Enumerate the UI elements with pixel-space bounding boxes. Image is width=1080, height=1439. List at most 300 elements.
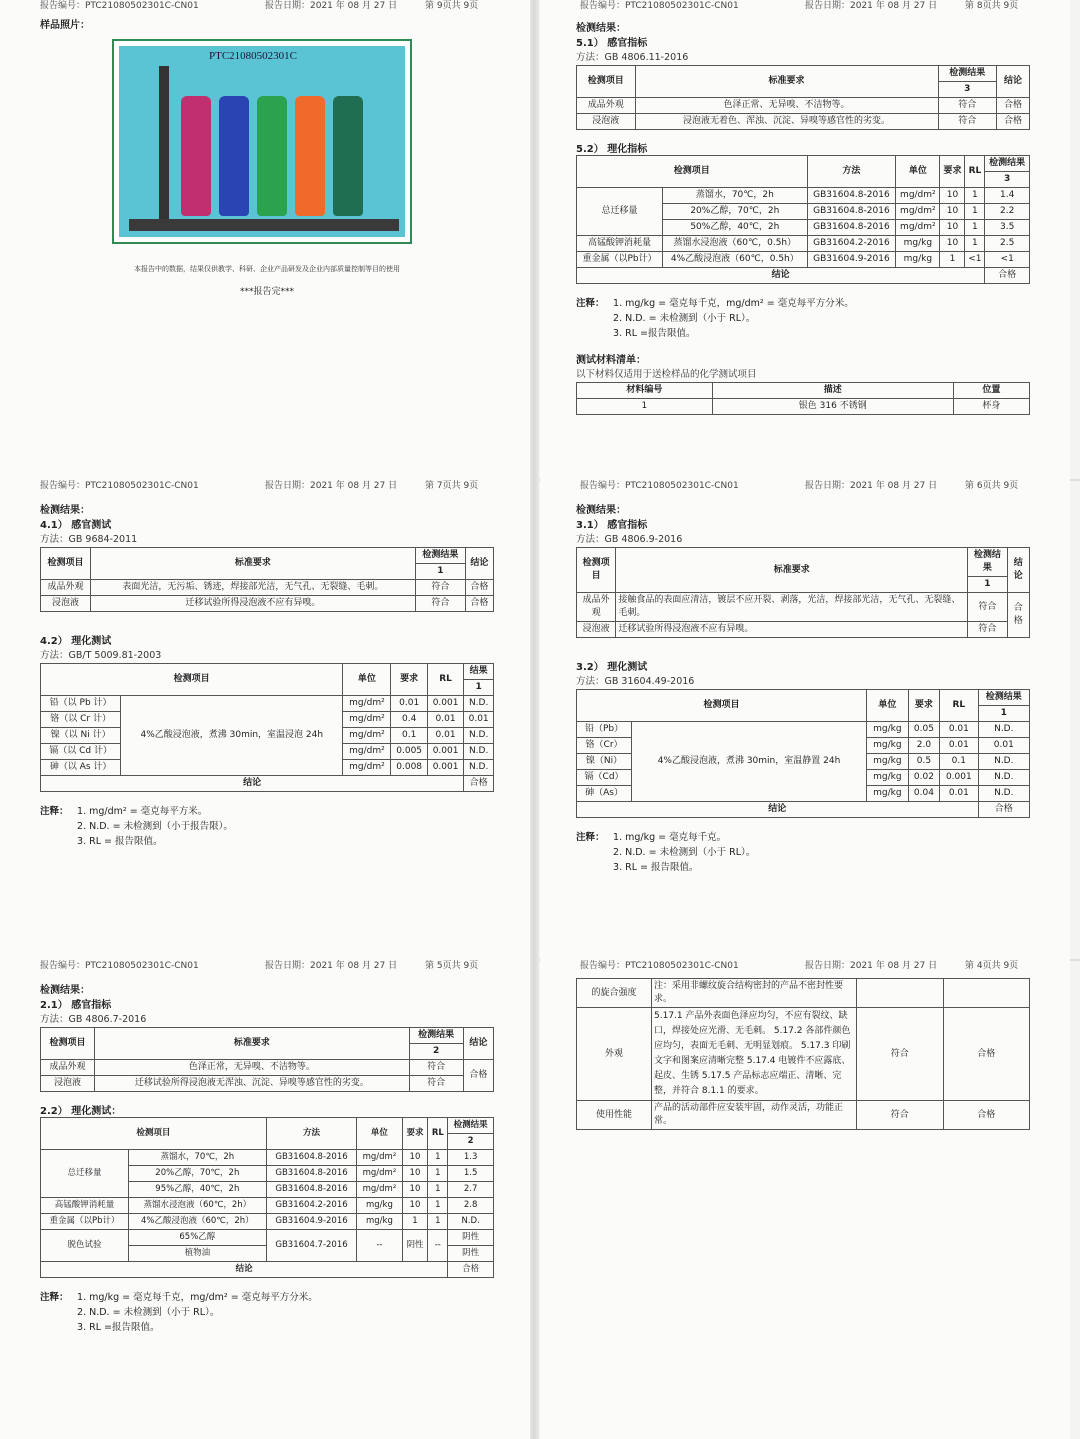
table-cell: 1: [428, 1150, 448, 1166]
table-cell: 符合: [409, 1060, 463, 1076]
sensory-table: [576, 547, 1030, 638]
subsection-title: 5.2） 理化指标: [576, 144, 648, 155]
table-cell: GB31604.8-2016: [266, 1166, 357, 1182]
subsection-title: 4.2） 理化测试: [40, 636, 112, 647]
table-cell: 铅（Pb）: [577, 722, 632, 738]
ruler-vertical: [159, 66, 169, 226]
col-header: 3: [985, 172, 1030, 188]
table-cell: 总迁移量: [41, 1150, 129, 1198]
table-cell: 0.005: [391, 744, 427, 760]
report-page-9: [0, 0, 530, 480]
table-cell: 合格: [464, 776, 494, 792]
table-cell: GB31604.9-2016: [807, 252, 896, 268]
table-cell: 合格: [463, 1060, 493, 1092]
table-cell: 1: [428, 1214, 448, 1230]
table-cell: 0.1: [940, 754, 979, 770]
col-header: 检测结果: [409, 1028, 463, 1044]
report-page-8: [540, 0, 1070, 480]
notes-label: 注释：: [40, 1292, 69, 1303]
table-cell: mg/kg: [866, 770, 908, 786]
report-number: 报告编号：PTC21080502301C-CN01: [40, 961, 199, 971]
materials-table: [576, 382, 1030, 415]
col-header: 标准要求: [91, 548, 416, 580]
page-number: 第 6页共 9页: [965, 481, 1019, 491]
table-cell: 的旋合强度: [577, 979, 652, 1008]
report-page-7: [0, 480, 530, 960]
table-cell: mg/kg: [866, 738, 908, 754]
table-cell: 2.5: [985, 236, 1030, 252]
table-cell: 20%乙醇，70℃，2h: [663, 204, 808, 220]
table-cell: GB31604.9-2016: [266, 1214, 357, 1230]
col-header: 检测项目: [41, 1028, 95, 1060]
method-text: 方法：GB 4806.7-2016: [40, 1014, 147, 1025]
appearance-table: [576, 978, 1030, 1130]
col-header: 检测结果: [978, 690, 1029, 706]
table-cell: mg/dm²: [343, 744, 391, 760]
table-cell: 10: [940, 188, 965, 204]
photo-label: PTC21080502301C: [209, 50, 298, 62]
col-header: 检测项目: [41, 548, 91, 580]
table-cell: 0.01: [940, 738, 979, 754]
col-header: 材料编号: [577, 383, 713, 399]
report-end-mark: ***报告完***: [239, 287, 294, 297]
table-cell: GB31604.8-2016: [266, 1182, 357, 1198]
table-cell: 合格: [997, 114, 1030, 130]
table-cell: 脱色试验: [41, 1230, 129, 1262]
table-cell: mg/dm²: [343, 712, 391, 728]
note-item: 1. mg/kg = 毫克每千克。: [613, 832, 727, 843]
table-row: [41, 1230, 494, 1246]
table-cell: N.D.: [978, 754, 1029, 770]
col-header: 标准要求: [616, 548, 968, 593]
table-cell: mg/kg: [866, 722, 908, 738]
table-row: [577, 399, 1030, 415]
col-header: 检测项目: [577, 548, 616, 593]
table-cell: 合格: [943, 1008, 1030, 1101]
table-cell: 4%乙酸浸泡液，煮沸 30min，室温静置 24h: [632, 722, 867, 802]
table-cell: mg/dm²: [343, 728, 391, 744]
col-header: RL: [427, 664, 463, 696]
bottle-orange: [295, 96, 325, 216]
table-cell: 65%乙醇: [128, 1230, 266, 1246]
table-cell: 色泽正常，无异嗅、不洁物等。: [95, 1060, 410, 1076]
photo-title: 样品照片：: [40, 20, 90, 31]
table-cell: <1: [965, 252, 985, 268]
table-cell: 产品的活动部件应安装牢固，动作灵活，功能正常。: [652, 1101, 857, 1130]
table-row: [577, 114, 1030, 130]
table-row: [41, 596, 494, 612]
table-row: [41, 1214, 494, 1230]
table-row: [577, 188, 1030, 204]
materials-desc: 以下材料仅适用于送检样品的化学测试项目: [576, 369, 757, 380]
table-cell: --: [428, 1230, 448, 1262]
physchem-table: [576, 155, 1030, 284]
table-row: [577, 236, 1030, 252]
sample-photo-frame: [112, 39, 412, 244]
table-cell: 镍（以 Ni 计）: [41, 728, 121, 744]
col-header: 单位: [357, 1118, 402, 1150]
table-cell: 阴性: [402, 1230, 428, 1262]
subsection-title: 2.1） 感官指标: [40, 1000, 112, 1011]
table-cell: mg/dm²: [896, 220, 940, 236]
table-cell: 10: [940, 204, 965, 220]
table-cell: 合格: [943, 1101, 1030, 1130]
table-cell: GB31604.2-2016: [266, 1198, 357, 1214]
table-cell: 高锰酸钾消耗量: [577, 236, 663, 252]
table-cell: 银色 316 不锈钢: [712, 399, 953, 415]
table-row: [41, 580, 494, 596]
table-cell: 0.05: [908, 722, 939, 738]
table-cell: 10: [402, 1198, 428, 1214]
table-cell: 符合: [409, 1076, 463, 1092]
table-cell: 50%乙醇，40℃，2h: [663, 220, 808, 236]
subsection-title: 3.2） 理化测试: [576, 662, 648, 673]
table-cell: 0.5: [908, 754, 939, 770]
col-header: 2: [448, 1134, 494, 1150]
method-text: 方法：GB/T 5009.81-2003: [40, 650, 162, 661]
table-cell: 符合: [938, 98, 997, 114]
notes: [40, 804, 494, 849]
col-header: 检测结果: [968, 548, 1007, 577]
table-cell: 合格: [985, 268, 1030, 284]
table-cell: 1: [965, 236, 985, 252]
report-date: 报告日期：2021 年 08 月 27 日: [265, 1, 398, 11]
table-row: [41, 1060, 494, 1076]
col-header: 方法: [807, 156, 896, 188]
table-cell: 外观: [577, 1008, 652, 1101]
table-cell: N.D.: [464, 728, 494, 744]
report-date: 报告日期：2021 年 08 月 27 日: [805, 481, 938, 491]
method-text: 方法：GB 4806.9-2016: [576, 534, 683, 545]
subsection-title: 2.2） 理化测试：: [40, 1106, 122, 1117]
table-row: [41, 1262, 494, 1278]
table-cell: N.D.: [978, 770, 1029, 786]
table-row: [577, 722, 1030, 738]
table-cell: 1: [965, 204, 985, 220]
table-cell: 结论: [577, 802, 979, 818]
table-row: [41, 1076, 494, 1092]
table-cell: 成品外观: [577, 98, 636, 114]
table-cell: [943, 979, 1030, 1008]
sensory-table: [40, 547, 494, 612]
physchem-table: [576, 689, 1030, 818]
col-header: 检测结果: [448, 1118, 494, 1134]
table-cell: N.D.: [464, 760, 494, 776]
table-cell: --: [357, 1230, 402, 1262]
col-header: 要求: [940, 156, 965, 188]
section-title: 检测结果：: [40, 505, 90, 516]
table-cell: 1.5: [448, 1166, 494, 1182]
sample-photo: [119, 46, 405, 237]
table-cell: 阴性: [448, 1246, 494, 1262]
report-number: 报告编号：PTC21080502301C-CN01: [40, 1, 199, 11]
notes-label: 注释：: [576, 298, 605, 309]
table-cell: mg/kg: [866, 754, 908, 770]
ruler-horizontal: [129, 219, 399, 231]
table-cell: 符合: [857, 1101, 944, 1130]
bottle-darkgreen: [333, 96, 363, 216]
col-header: 检测结果: [415, 548, 465, 564]
table-row: [577, 593, 1030, 622]
col-header: 位置: [953, 383, 1029, 399]
col-header: 要求: [391, 664, 427, 696]
table-cell: 符合: [968, 622, 1007, 638]
table-cell: N.D.: [978, 786, 1029, 802]
table-cell: 合格: [997, 98, 1030, 114]
col-header: 检测结果: [938, 66, 997, 82]
table-cell: mg/kg: [357, 1198, 402, 1214]
table-cell: 2.0: [908, 738, 939, 754]
table-row: [41, 1198, 494, 1214]
notes: [576, 296, 1030, 341]
table-cell: 表面光洁，无污垢、锈迹，焊接部光洁，无气孔、无裂缝、毛刺。: [91, 580, 416, 596]
col-header: 要求: [908, 690, 939, 722]
col-header: 检测项目: [41, 664, 343, 696]
table-cell: 结论: [41, 776, 464, 792]
section-title: 检测结果：: [576, 23, 626, 34]
col-header: 结论: [997, 66, 1030, 98]
table-cell: 蒸馏水浸泡液（60℃，2h）: [128, 1198, 266, 1214]
table-cell: 4%乙酸浸泡液（60℃，2h）: [128, 1214, 266, 1230]
table-cell: 0.01: [978, 738, 1029, 754]
col-header: 结论: [465, 548, 493, 580]
table-cell: N.D.: [464, 744, 494, 760]
note-item: 2. N.D. = 未检测到（小于 RL）。: [613, 313, 756, 324]
report-date: 报告日期：2021 年 08 月 27 日: [265, 481, 398, 491]
table-row: [577, 1101, 1030, 1130]
table-cell: 砷（以 As 计）: [41, 760, 121, 776]
method-text: 方法：GB 4806.11-2016: [576, 52, 689, 63]
table-cell: 1: [402, 1214, 428, 1230]
table-cell: 4%乙酸浸泡液，煮沸 30min，室温浸泡 24h: [121, 696, 343, 776]
table-cell: 接触食品的表面应清洁，镀层不应开裂、剥落，光洁，焊接部光洁，无气孔、无裂缝、毛刺。: [616, 593, 968, 622]
notes: [40, 1290, 494, 1335]
col-header: 单位: [896, 156, 940, 188]
table-cell: mg/kg: [896, 252, 940, 268]
spine-fold: [529, 0, 539, 1439]
table-cell: 铅（以 Pb 计）: [41, 696, 121, 712]
page-number: 第 4页共 9页: [965, 961, 1019, 971]
table-cell: 迁移试验所得浸泡液不应有异嗅。: [616, 622, 968, 638]
bottle-blue: [219, 96, 249, 216]
physchem-table: [40, 663, 494, 792]
col-header: 检测项目: [577, 156, 808, 188]
col-header: RL: [428, 1118, 448, 1150]
table-cell: 镍（Ni）: [577, 754, 632, 770]
table-cell: 0.008: [391, 760, 427, 776]
table-cell: 迁移试验所得浸泡液无浑浊、沉淀、异嗅等感官性的劣变。: [95, 1076, 410, 1092]
col-header: RL: [940, 690, 979, 722]
table-cell: 1: [428, 1182, 448, 1198]
section-title: 检测结果：: [40, 985, 90, 996]
page-number: 第 7页共 9页: [425, 481, 479, 491]
col-header: 描述: [712, 383, 953, 399]
table-cell: 0.02: [908, 770, 939, 786]
table-cell: 10: [940, 220, 965, 236]
table-cell: 3.5: [985, 220, 1030, 236]
table-cell: 0.01: [940, 786, 979, 802]
col-header: 1: [978, 706, 1029, 722]
table-cell: 1.4: [985, 188, 1030, 204]
subsection-title: 4.1） 感官测试: [40, 520, 112, 531]
col-header: 2: [409, 1044, 463, 1060]
table-cell: mg/dm²: [343, 760, 391, 776]
table-cell: 铬（Cr）: [577, 738, 632, 754]
report-date: 报告日期：2021 年 08 月 27 日: [805, 1, 938, 11]
page-number: 第 9页共 9页: [425, 1, 479, 11]
table-cell: 0.01: [427, 728, 463, 744]
table-cell: 成品外观: [41, 1060, 95, 1076]
table-cell: 植物油: [128, 1246, 266, 1262]
report-date: 报告日期：2021 年 08 月 27 日: [265, 961, 398, 971]
report-number: 报告编号：PTC21080502301C-CN01: [580, 961, 739, 971]
table-row: [577, 979, 1030, 1008]
table-cell: 浸泡液: [577, 114, 636, 130]
table-cell: 20%乙醇，70℃，2h: [128, 1166, 266, 1182]
table-cell: 5.17.1 产品外表面色泽应均匀，不应有裂纹、缺口，焊接处应光滑、无毛刺。 5.17.2 各部件颜色应均匀，表面无毛刺、无明显划痕。 5.17.3 印刷文字和图案应清晰完整 5.17.4 电镀件不应露底、起皮、生锈 5.17.5 产品标志应端正、清晰、完整，并符合 8.1.1 的要求。: [652, 1008, 857, 1101]
table-cell: 浸泡液: [41, 1076, 95, 1092]
table-cell: 0.01: [391, 696, 427, 712]
table-cell: 使用性能: [577, 1101, 652, 1130]
table-cell: 2.7: [448, 1182, 494, 1198]
report-page-6: [540, 480, 1070, 960]
table-cell: 0.001: [427, 744, 463, 760]
note-item: 1. mg/kg = 毫克每千克，mg/dm² = 毫克每平方分米。: [77, 1292, 318, 1303]
table-cell: <1: [985, 252, 1030, 268]
subsection-title: 3.1） 感官指标: [576, 520, 648, 531]
table-cell: 10: [402, 1166, 428, 1182]
table-cell: 重金属（以Pb计）: [41, 1214, 129, 1230]
table-cell: mg/dm²: [357, 1166, 402, 1182]
table-cell: 砷（As）: [577, 786, 632, 802]
table-cell: 浸泡液无着色、浑浊、沉淀、异嗅等感官性的劣变。: [635, 114, 938, 130]
note-item: 2. N.D. = 未检测到（小于 RL）。: [77, 1307, 220, 1318]
table-cell: GB31604.8-2016: [266, 1150, 357, 1166]
table-cell: 合格: [978, 802, 1029, 818]
col-header: 1: [464, 680, 494, 696]
table-cell: GB31604.2-2016: [807, 236, 896, 252]
table-cell: 0.01: [940, 722, 979, 738]
table-cell: 合格: [448, 1262, 494, 1278]
table-cell: 结论: [41, 1262, 448, 1278]
note-item: 3. RL = 报告限值。: [613, 862, 699, 873]
table-cell: 0.01: [427, 712, 463, 728]
physchem-table: [40, 1117, 494, 1278]
table-cell: GB31604.8-2016: [807, 204, 896, 220]
table-cell: mg/kg: [896, 236, 940, 252]
table-cell: 注：采用非螺纹旋合结构密封的产品不密封性要求。: [652, 979, 857, 1008]
col-header: 检测结果: [985, 156, 1030, 172]
report-page-4: [540, 960, 1070, 1439]
table-cell: 合格: [1007, 593, 1029, 638]
col-header: 要求: [402, 1118, 428, 1150]
table-cell: 95%乙醇，40℃，2h: [128, 1182, 266, 1198]
table-cell: 镉（Cd）: [577, 770, 632, 786]
table-cell: mg/dm²: [357, 1182, 402, 1198]
report-number: 报告编号：PTC21080502301C-CN01: [580, 481, 739, 491]
table-cell: 10: [402, 1182, 428, 1198]
table-cell: 1: [428, 1166, 448, 1182]
table-cell: 10: [402, 1150, 428, 1166]
table-cell: 0.04: [908, 786, 939, 802]
table-cell: 杯身: [953, 399, 1029, 415]
table-cell: 蒸馏水，70℃，2h: [663, 188, 808, 204]
table-cell: 成品外观: [577, 593, 616, 622]
table-cell: 0.001: [427, 760, 463, 776]
table-row: [41, 1150, 494, 1166]
notes: [576, 830, 1030, 875]
col-header: 检测项目: [41, 1118, 267, 1150]
bottle-green: [257, 96, 287, 216]
table-cell: 总迁移量: [577, 188, 663, 236]
table-row: [577, 802, 1030, 818]
table-row: [41, 776, 494, 792]
table-cell: 结论: [577, 268, 985, 284]
sensory-table: [576, 65, 1030, 130]
table-cell: mg/dm²: [896, 188, 940, 204]
table-cell: 蒸馏水浸泡液（60℃，0.5h）: [663, 236, 808, 252]
note-item: 1. mg/kg = 毫克每千克，mg/dm² = 毫克每平方分米。: [613, 298, 854, 309]
page-number: 第 5页共 9页: [425, 961, 479, 971]
table-cell: 迁移试验所得浸泡液不应有异嗅。: [91, 596, 416, 612]
table-cell: 1.3: [448, 1150, 494, 1166]
table-cell: 1: [965, 220, 985, 236]
table-cell: 铬（以 Cr 计）: [41, 712, 121, 728]
table-row: [577, 98, 1030, 114]
disclaimer-text: 本报告中的数据，结果仅供教学、科研、企业产品研发及企业内部质量控制等目的使用: [134, 265, 400, 273]
table-cell: 2.2: [985, 204, 1030, 220]
note-item: 1. mg/dm² = 毫克每平方米。: [77, 806, 208, 817]
table-cell: 浸泡液: [577, 622, 616, 638]
col-header: 标准要求: [95, 1028, 410, 1060]
col-header: 1: [968, 577, 1007, 593]
col-header: 标准要求: [635, 66, 938, 98]
note-item: 3. RL = 报告限值。: [77, 836, 163, 847]
note-item: 2. N.D. = 未检测到（小于 RL）。: [613, 847, 756, 858]
col-header: 检测项目: [577, 690, 867, 722]
col-header: 3: [938, 82, 997, 98]
table-cell: mg/kg: [866, 786, 908, 802]
table-cell: 符合: [938, 114, 997, 130]
table-cell: mg/dm²: [896, 204, 940, 220]
report-number: 报告编号：PTC21080502301C-CN01: [40, 481, 199, 491]
table-cell: 高锰酸钾消耗量: [41, 1198, 129, 1214]
table-cell: 浸泡液: [41, 596, 91, 612]
table-cell: 0.001: [427, 696, 463, 712]
table-cell: 符合: [968, 593, 1007, 622]
notes-label: 注释：: [576, 832, 605, 843]
col-header: 方法: [266, 1118, 357, 1150]
report-date: 报告日期：2021 年 08 月 27 日: [805, 961, 938, 971]
table-cell: 2.8: [448, 1198, 494, 1214]
table-cell: mg/kg: [357, 1214, 402, 1230]
table-cell: GB31604.7-2016: [266, 1230, 357, 1262]
subsection-title: 5.1） 感官指标: [576, 38, 648, 49]
table-cell: 10: [940, 236, 965, 252]
table-cell: 镉（以 Cd 计）: [41, 744, 121, 760]
table-cell: 重金属（以Pb计）: [577, 252, 663, 268]
page-number: 第 8页共 9页: [965, 1, 1019, 11]
table-cell: 0.001: [940, 770, 979, 786]
table-cell: 符合: [857, 1008, 944, 1101]
table-cell: mg/dm²: [357, 1150, 402, 1166]
table-cell: 0.4: [391, 712, 427, 728]
col-header: 单位: [866, 690, 908, 722]
method-text: 方法：GB 31604.49-2016: [576, 676, 695, 687]
table-cell: 1: [940, 252, 965, 268]
method-text: 方法：GB 9684-2011: [40, 534, 138, 545]
table-cell: 符合: [415, 596, 465, 612]
